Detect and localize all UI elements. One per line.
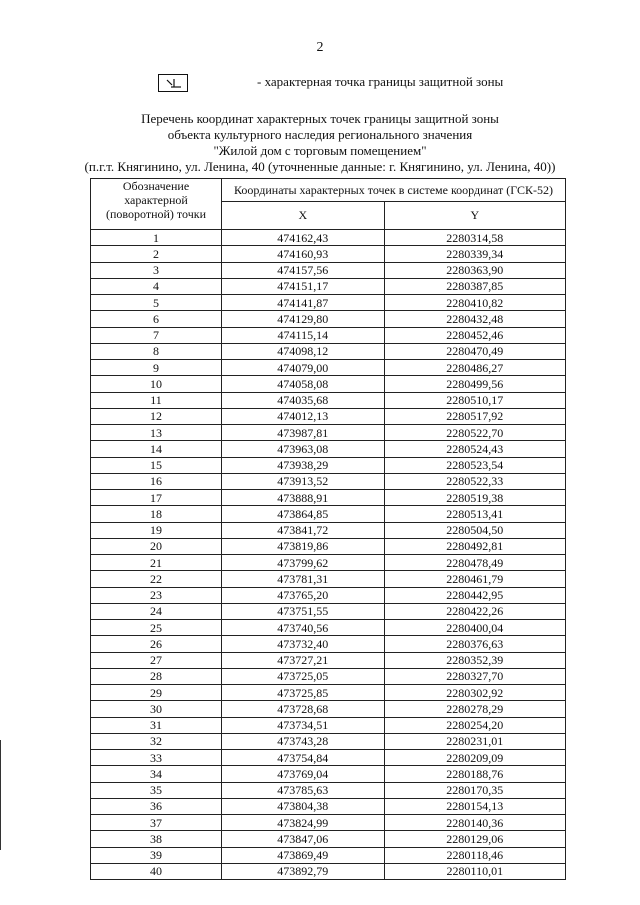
table-row (91, 750, 566, 766)
cell-point: 5 (91, 295, 222, 311)
cell-point: 27 (91, 652, 222, 668)
cell-y: 2280188,76 (384, 766, 565, 782)
cell-point: 33 (91, 750, 222, 766)
cell-y: 2280314,58 (384, 230, 565, 246)
cell-point: 23 (91, 587, 222, 603)
cell-x: 473734,51 (222, 717, 385, 733)
cell-y: 2280339,34 (384, 246, 565, 262)
cell-point: 30 (91, 701, 222, 717)
cell-x: 474129,80 (222, 311, 385, 327)
cell-x: 474035,68 (222, 392, 385, 408)
cell-y: 2280432,48 (384, 311, 565, 327)
table-row (91, 620, 566, 636)
document-heading (0, 111, 640, 175)
cell-point: 26 (91, 636, 222, 652)
cell-point: 17 (91, 490, 222, 506)
boundary-point-symbol-icon (158, 74, 188, 92)
cell-point: 10 (91, 376, 222, 392)
table-row (91, 327, 566, 343)
cell-x: 473799,62 (222, 555, 385, 571)
cell-point: 34 (91, 766, 222, 782)
table-row (91, 392, 566, 408)
cell-point: 19 (91, 522, 222, 538)
cell-y: 2280492,81 (384, 538, 565, 554)
cell-x: 474115,14 (222, 327, 385, 343)
cell-point: 6 (91, 311, 222, 327)
table-row (91, 490, 566, 506)
heading-line-3: "Жилой дом с торговым помещением" (213, 143, 427, 158)
cell-y: 2280140,36 (384, 815, 565, 831)
heading-line-1: Перечень координат характерных точек границы защитной зоны (141, 111, 499, 126)
scan-edge-mark (0, 740, 1, 850)
cell-x: 473987,81 (222, 425, 385, 441)
cell-y: 2280400,04 (384, 620, 565, 636)
cell-x: 473938,29 (222, 457, 385, 473)
cell-y: 2280478,49 (384, 555, 565, 571)
cell-y: 2280129,06 (384, 831, 565, 847)
cell-point: 24 (91, 603, 222, 619)
table-row (91, 603, 566, 619)
cell-y: 2280352,39 (384, 652, 565, 668)
cell-point: 1 (91, 230, 222, 246)
cell-y: 2280302,92 (384, 685, 565, 701)
cell-point: 4 (91, 278, 222, 294)
cell-y: 2280422,26 (384, 603, 565, 619)
cell-y: 2280154,13 (384, 798, 565, 814)
table-row (91, 230, 566, 246)
table-row (91, 798, 566, 814)
table-row (91, 343, 566, 359)
cell-x: 473963,08 (222, 441, 385, 457)
cell-x: 474160,93 (222, 246, 385, 262)
cell-point: 11 (91, 392, 222, 408)
table-row (91, 278, 566, 294)
cell-x: 473913,52 (222, 473, 385, 489)
cell-x: 474162,43 (222, 230, 385, 246)
table-row (91, 457, 566, 473)
cell-x: 474058,08 (222, 376, 385, 392)
table-row (91, 360, 566, 376)
table-row (91, 863, 566, 879)
cell-point: 31 (91, 717, 222, 733)
cell-point: 2 (91, 246, 222, 262)
cell-point: 36 (91, 798, 222, 814)
cell-point: 22 (91, 571, 222, 587)
cell-point: 21 (91, 555, 222, 571)
cell-point: 7 (91, 327, 222, 343)
table-row (91, 408, 566, 424)
cell-x: 474151,17 (222, 278, 385, 294)
cell-x: 473892,79 (222, 863, 385, 879)
cell-point: 3 (91, 262, 222, 278)
cell-point: 32 (91, 733, 222, 749)
cell-y: 2280461,79 (384, 571, 565, 587)
cell-point: 13 (91, 425, 222, 441)
cell-y: 2280110,01 (384, 863, 565, 879)
cell-x: 474079,00 (222, 360, 385, 376)
table-row (91, 847, 566, 863)
table-row (91, 246, 566, 262)
heading-line-2: объекта культурного наследия регионального значения (167, 127, 473, 142)
cell-point: 12 (91, 408, 222, 424)
cell-point: 28 (91, 668, 222, 684)
cell-y: 2280327,70 (384, 668, 565, 684)
cell-x: 473743,28 (222, 733, 385, 749)
cell-y: 2280387,85 (384, 278, 565, 294)
table-row (91, 652, 566, 668)
cell-y: 2280486,27 (384, 360, 565, 376)
cell-x: 473819,86 (222, 538, 385, 554)
cell-y: 2280452,46 (384, 327, 565, 343)
header-point-designation: Обозначение характерной (поворотной) точки (91, 179, 222, 230)
table-row (91, 782, 566, 798)
table-row (91, 685, 566, 701)
cell-y: 2280170,35 (384, 782, 565, 798)
table-row (91, 815, 566, 831)
table-row (91, 733, 566, 749)
table-row (91, 311, 566, 327)
cell-y: 2280524,43 (384, 441, 565, 457)
cell-x: 473769,04 (222, 766, 385, 782)
header-y: Y (384, 202, 565, 230)
cell-y: 2280278,29 (384, 701, 565, 717)
table-row (91, 425, 566, 441)
cell-point: 8 (91, 343, 222, 359)
cell-y: 2280499,56 (384, 376, 565, 392)
table-row (91, 295, 566, 311)
cell-y: 2280519,38 (384, 490, 565, 506)
cell-y: 2280231,01 (384, 733, 565, 749)
header-coordinates-group: Координаты характерных точек в системе координат (ГСК-52) (222, 179, 566, 202)
cell-y: 2280513,41 (384, 506, 565, 522)
cell-y: 2280522,70 (384, 425, 565, 441)
cell-x: 473765,20 (222, 587, 385, 603)
cell-y: 2280209,09 (384, 750, 565, 766)
cell-x: 473888,91 (222, 490, 385, 506)
cell-x: 473864,85 (222, 506, 385, 522)
cell-y: 2280504,50 (384, 522, 565, 538)
cell-x: 473725,85 (222, 685, 385, 701)
cell-x: 473847,06 (222, 831, 385, 847)
cell-y: 2280442,95 (384, 587, 565, 603)
cell-x: 473725,05 (222, 668, 385, 684)
table-row (91, 831, 566, 847)
cell-x: 473785,63 (222, 782, 385, 798)
cell-y: 2280118,46 (384, 847, 565, 863)
table-row (91, 587, 566, 603)
table-row (91, 441, 566, 457)
coordinates-table-body (91, 230, 566, 880)
page-number: 2 (316, 40, 324, 55)
cell-point: 20 (91, 538, 222, 554)
cell-y: 2280470,49 (384, 343, 565, 359)
cell-point: 9 (91, 360, 222, 376)
cell-y: 2280254,20 (384, 717, 565, 733)
cell-y: 2280410,82 (384, 295, 565, 311)
header-x: X (222, 202, 385, 230)
cell-x: 473727,21 (222, 652, 385, 668)
table-row (91, 555, 566, 571)
cell-point: 14 (91, 441, 222, 457)
cell-x: 473754,84 (222, 750, 385, 766)
cell-y: 2280363,90 (384, 262, 565, 278)
cell-point: 37 (91, 815, 222, 831)
coordinates-table (90, 178, 566, 880)
table-row (91, 473, 566, 489)
cell-point: 15 (91, 457, 222, 473)
cell-x: 473869,49 (222, 847, 385, 863)
cell-x: 474157,56 (222, 262, 385, 278)
cell-point: 39 (91, 847, 222, 863)
table-row (91, 506, 566, 522)
heading-line-4: (п.г.т. Княгинино, ул. Ленина, 40 (уточненные данные: г. Княгинино, ул. Ленина, 40)) (84, 159, 556, 174)
cell-x: 473781,31 (222, 571, 385, 587)
table-row (91, 376, 566, 392)
cell-x: 473740,56 (222, 620, 385, 636)
cell-y: 2280510,17 (384, 392, 565, 408)
cell-point: 25 (91, 620, 222, 636)
cell-x: 474141,87 (222, 295, 385, 311)
table-row (91, 668, 566, 684)
cell-x: 474098,12 (222, 343, 385, 359)
cell-point: 16 (91, 473, 222, 489)
table-row (91, 717, 566, 733)
cell-y: 2280523,54 (384, 457, 565, 473)
cell-y: 2280522,33 (384, 473, 565, 489)
cell-point: 18 (91, 506, 222, 522)
cell-x: 473804,38 (222, 798, 385, 814)
legend-text: - характерная точка границы защитной зоны (257, 74, 504, 89)
table-row (91, 522, 566, 538)
cell-y: 2280517,92 (384, 408, 565, 424)
cell-point: 35 (91, 782, 222, 798)
cell-x: 473732,40 (222, 636, 385, 652)
cell-x: 473824,99 (222, 815, 385, 831)
cell-x: 473728,68 (222, 701, 385, 717)
table-row (91, 701, 566, 717)
cell-point: 29 (91, 685, 222, 701)
table-row (91, 571, 566, 587)
cell-point: 40 (91, 863, 222, 879)
table-row (91, 538, 566, 554)
cell-x: 473841,72 (222, 522, 385, 538)
cell-point: 38 (91, 831, 222, 847)
table-row (91, 262, 566, 278)
cell-x: 473751,55 (222, 603, 385, 619)
cell-x: 474012,13 (222, 408, 385, 424)
cell-y: 2280376,63 (384, 636, 565, 652)
table-row (91, 636, 566, 652)
table-row (91, 766, 566, 782)
